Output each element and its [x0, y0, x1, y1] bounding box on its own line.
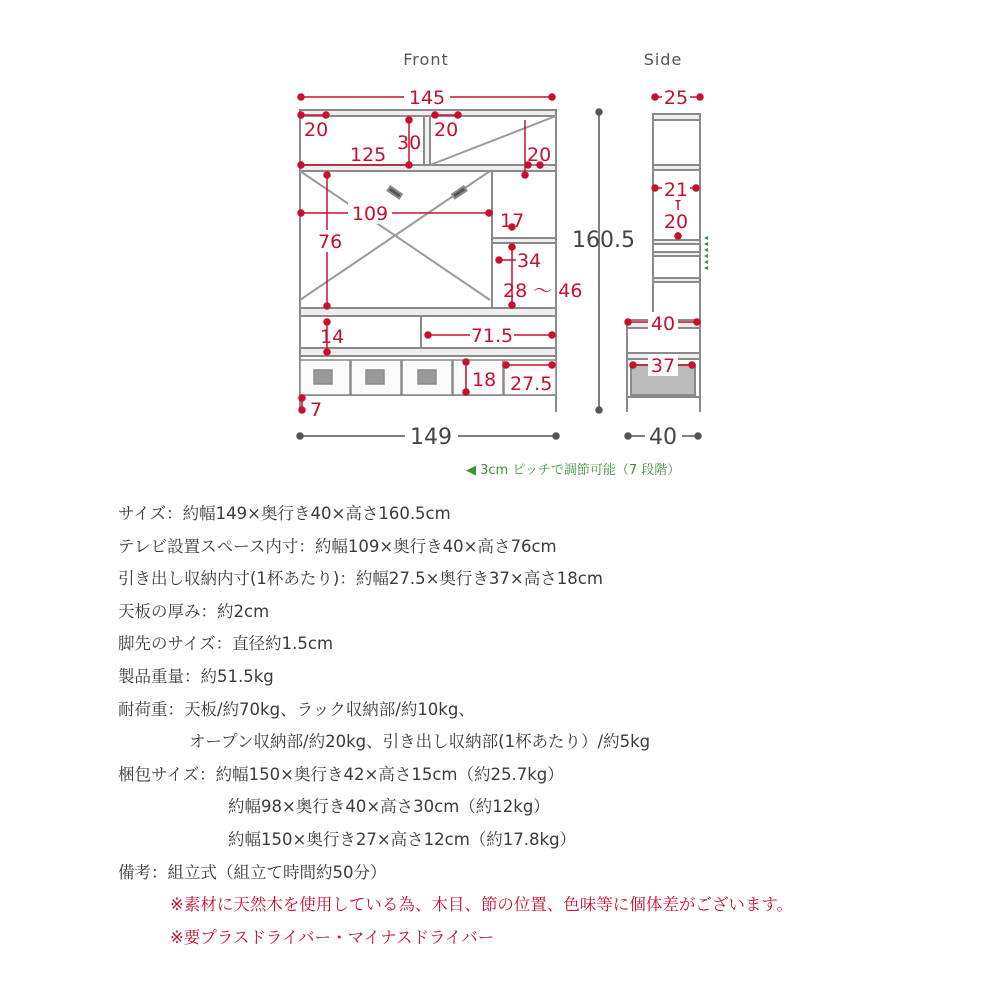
- front-label: Front: [403, 50, 449, 69]
- adjust-note: ◀ 3cm ピッチで調節可能（7 段階）: [466, 463, 681, 478]
- dim-leg-height: 7: [310, 399, 323, 421]
- spec-load-1: 耐荷重：天板/約70kg、ラック収納部/約10kg、: [118, 699, 475, 719]
- spec-list: [118, 498, 978, 954]
- spec-pack-3: 約幅150×奥行き27×高さ12cm（約17.8kg）: [228, 829, 577, 849]
- dim-tv-width: 109: [351, 203, 389, 225]
- spec-drawer: 引き出し収納内寸(1杯あたり)：約幅27.5×奥行き37×高さ18cm: [118, 569, 603, 589]
- remark-1-text: ※素材に天然木を使用している為、木目、節の位置、色味等に個体差がございます。: [170, 895, 794, 915]
- dim-total-width-bottom: 149: [410, 425, 452, 450]
- dim-adjust-range: 28 〜 46: [503, 280, 583, 302]
- dim-total-width-top: 145: [408, 87, 446, 109]
- spec-size: サイズ：約幅149×奥行き40×高さ160.5cm: [118, 504, 451, 523]
- spec-leg: 脚先のサイズ：直径約1.5cm: [118, 634, 334, 654]
- dim-shelf-top-left: 20: [304, 119, 329, 141]
- dim-upper-span: 125: [350, 144, 387, 166]
- spec-pack-1: 梱包サイズ：約幅150×奥行き42×高さ15cm（約25.7kg）: [118, 764, 564, 784]
- dim-drawer-width: 27.5: [510, 373, 553, 395]
- dim-tv-height: 76: [318, 231, 343, 253]
- remark-2-text: ※要プラスドライバー・マイナスドライバー: [170, 927, 495, 947]
- spec-weight: 製品重量：約51.5kg: [118, 666, 274, 686]
- spec-remark-2: [118, 922, 978, 955]
- dim-side-21: 21: [663, 179, 689, 201]
- dim-side-20: 20: [663, 211, 689, 233]
- dim-right-shelf-top: 20: [527, 144, 552, 166]
- dim-shelf-top-center: 30: [397, 132, 422, 154]
- dim-lower-left: 14: [320, 326, 345, 348]
- spec-remarks: 備考：組立式（組立て時間約50分）: [118, 862, 387, 882]
- dim-side-37: 37: [650, 355, 676, 377]
- adjust-pitch-marks: [704, 236, 708, 270]
- dim-shelf-top-right: 20: [434, 119, 459, 141]
- dim-side-40-mid: 40: [650, 313, 676, 335]
- dim-side-depth-bottom: 40: [649, 425, 677, 450]
- dim-right-depth: 34: [517, 250, 542, 272]
- spec-load-2: オープン収納部/約20kg、引き出し収納部(1杯あたり）/約5kg: [189, 732, 651, 752]
- dimension-diagram: [0, 0, 1000, 480]
- dim-right-gap: 17: [500, 210, 525, 232]
- spec-pack-2: 約幅98×奥行き40×高さ30cm（約12kg）: [228, 797, 550, 817]
- dim-drawer-height: 18: [472, 369, 497, 391]
- spec-tv-space: テレビ設置スペース内寸：約幅109×奥行き40×高さ76cm: [118, 536, 557, 556]
- spec-remark-1: [118, 889, 978, 922]
- dim-total-height: 160.5: [572, 228, 635, 253]
- dim-side-top-depth: 25: [663, 87, 689, 109]
- spec-top-thickness: 天板の厚み：約2cm: [118, 601, 270, 621]
- dim-lower-right: 71.5: [470, 325, 514, 347]
- side-label: Side: [643, 50, 683, 69]
